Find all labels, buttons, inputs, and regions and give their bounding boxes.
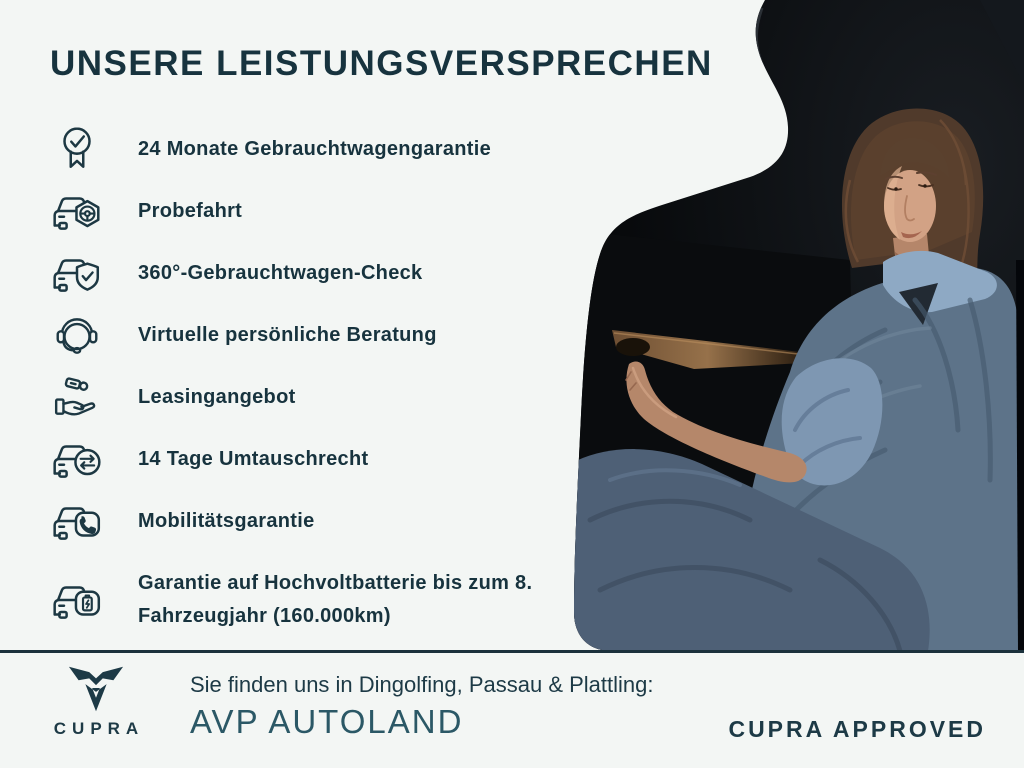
promise-label: Virtuelle persönliche Beratung [138, 323, 437, 346]
promise-row [50, 242, 570, 304]
dealer-info [190, 672, 654, 741]
location-line: Sie finden uns in Dingolfing, Passau & Plattling: [190, 672, 654, 697]
hand-key-icon [50, 372, 104, 422]
promise-row [50, 366, 570, 428]
cupra-emblem-icon [67, 664, 125, 714]
dealer-name: AVP AUTOLAND [190, 703, 464, 740]
car-steering-wheel-icon [50, 186, 104, 236]
promise-row [50, 428, 570, 490]
footer-divider [0, 650, 1024, 653]
car-swap-arrows-icon [50, 434, 104, 484]
car-battery-icon [50, 575, 104, 625]
cupra-logo [40, 664, 152, 739]
page-title: UNSERE LEISTUNGSVERSPRECHEN [50, 44, 713, 83]
cupra-wordmark: CUPRA [53, 719, 145, 738]
promise-list [50, 118, 570, 648]
headset-icon [50, 310, 104, 360]
promise-label: Mobilitätsgarantie [138, 509, 315, 532]
promise-row [50, 490, 570, 552]
promise-label: Probefahrt [138, 199, 243, 222]
promise-label: 14 Tage Umtauschrecht [138, 447, 369, 470]
promise-row [50, 304, 570, 366]
approved-label: CUPRA APPROVED [728, 716, 986, 742]
promise-row [50, 180, 570, 242]
promise-label: Garantie auf Hochvoltbatterie bis zum 8. Fahrzeugjahr (160.000km) [138, 572, 533, 627]
promise-row [50, 118, 570, 180]
promise-label: 360°-Gebrauchtwagen-Check [138, 261, 423, 284]
promise-label: 24 Monate Gebrauchtwagengarantie [138, 137, 492, 160]
promise-label: Leasingangebot [138, 385, 296, 408]
car-shield-check-icon [50, 248, 104, 298]
promise-row [50, 552, 570, 648]
car-phone-icon [50, 496, 104, 546]
award-check-icon [50, 124, 104, 174]
